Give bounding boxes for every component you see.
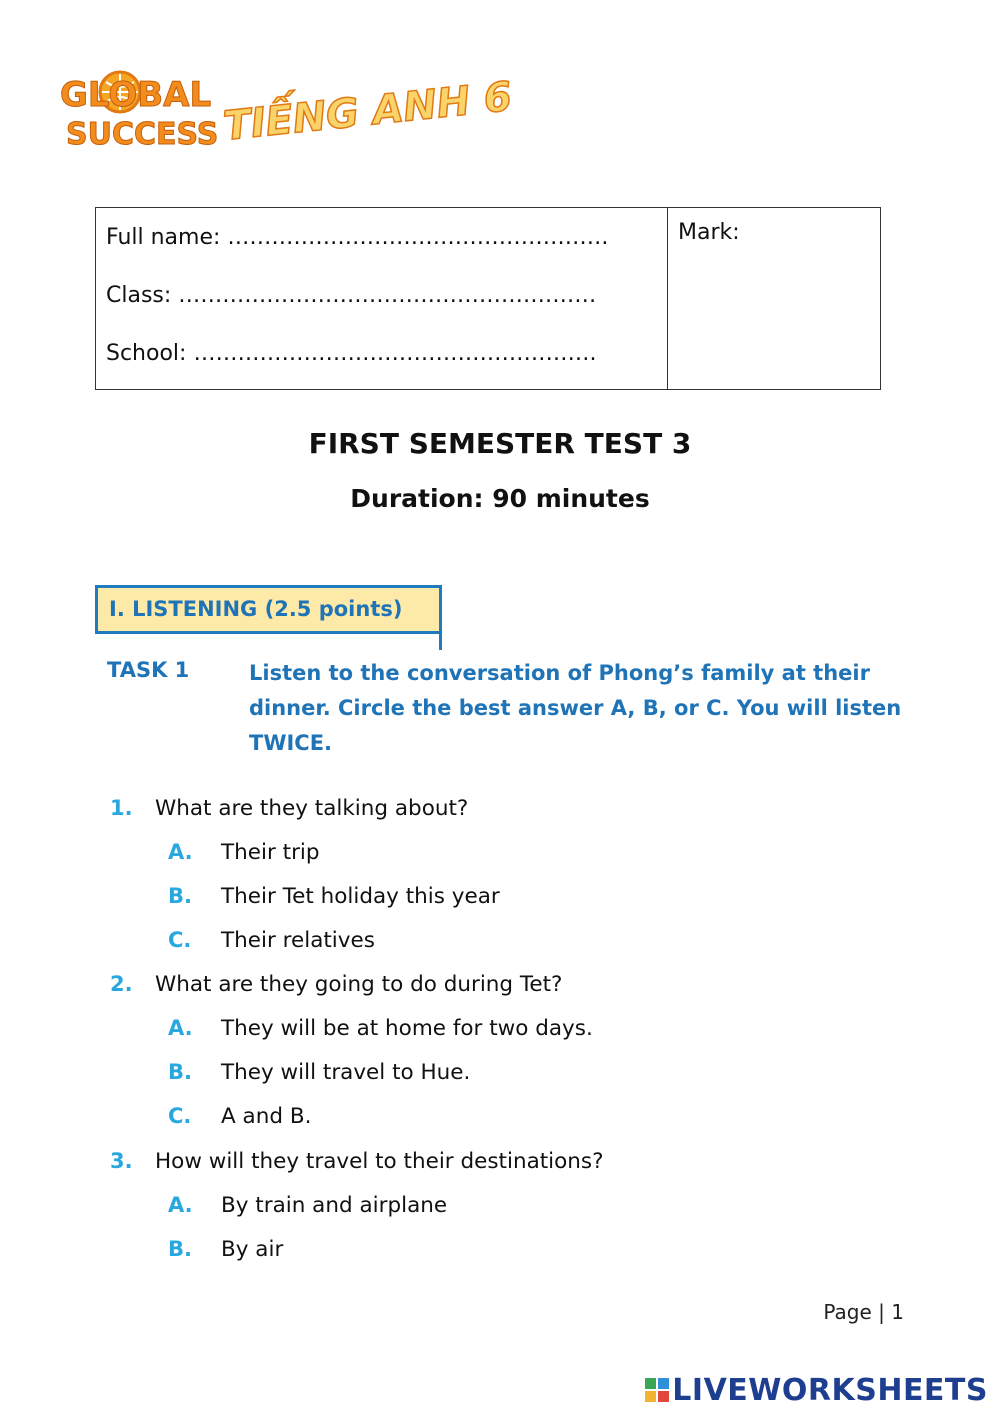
option-text: By air bbox=[221, 1237, 284, 1262]
option-letter: A. bbox=[168, 1016, 193, 1040]
option-letter: B. bbox=[168, 884, 192, 908]
question-text: How will they travel to their destinations? bbox=[155, 1149, 604, 1174]
test-title: FIRST SEMESTER TEST 3 bbox=[308, 427, 692, 460]
logo-brand-line1: GLOBAL bbox=[60, 75, 212, 115]
option-letter: A. bbox=[168, 840, 193, 864]
logo-brand-line2: SUCCESS bbox=[66, 117, 219, 152]
class-field[interactable]: Class: ………………………………………………… bbox=[106, 283, 597, 308]
option-text: Their relatives bbox=[221, 928, 375, 953]
question-number: 1. bbox=[110, 796, 133, 820]
task-label: TASK 1 bbox=[107, 658, 190, 682]
question-number: 3. bbox=[110, 1149, 133, 1173]
task-instruction: Listen to the conversation of Phong’s family at their dinner. Circle the best answer A, B, or C. You will listen TWICE. bbox=[249, 661, 902, 755]
section-header-listening bbox=[95, 585, 442, 634]
option-letter: A. bbox=[168, 1193, 193, 1217]
test-duration: Duration: 90 minutes bbox=[350, 484, 650, 513]
logo-graphic bbox=[58, 60, 514, 155]
student-info-table bbox=[95, 207, 881, 390]
option-text: Their trip bbox=[221, 840, 320, 865]
option-letter: C. bbox=[168, 928, 192, 952]
student-info-fields bbox=[96, 208, 668, 389]
school-field[interactable]: School: ………………………………………………. bbox=[106, 341, 597, 366]
option-text: They will be at home for two days. bbox=[221, 1016, 593, 1041]
question-number: 2. bbox=[110, 972, 133, 996]
section-header-tail bbox=[439, 630, 442, 650]
section-label: I. LISTENING (2.5 points) bbox=[109, 597, 403, 621]
logo-product: TIẾNG ANH 6 bbox=[221, 73, 514, 150]
question-text: What are they going to do during Tet? bbox=[155, 972, 563, 997]
question-text: What are they talking about? bbox=[155, 796, 469, 821]
option-text: Their Tet holiday this year bbox=[221, 884, 500, 909]
option-letter: B. bbox=[168, 1237, 192, 1261]
liveworksheets-watermark bbox=[644, 1372, 988, 1408]
option-letter: C. bbox=[168, 1104, 192, 1128]
global-success-logo bbox=[58, 60, 514, 159]
full-name-field[interactable]: Full name: ……………………………………………. bbox=[106, 225, 609, 250]
mark-cell bbox=[668, 208, 880, 389]
option-text: By train and airplane bbox=[221, 1193, 448, 1218]
option-text: A and B. bbox=[221, 1104, 312, 1129]
option-letter: B. bbox=[168, 1060, 192, 1084]
liveworksheets-wordmark: LIVEWORKSHEETS bbox=[672, 1372, 988, 1408]
page-number: Page | 1 bbox=[823, 1300, 904, 1324]
mark-label: Mark: bbox=[678, 220, 740, 245]
option-text: They will travel to Hue. bbox=[221, 1060, 471, 1085]
liveworksheets-icon bbox=[644, 1377, 670, 1403]
